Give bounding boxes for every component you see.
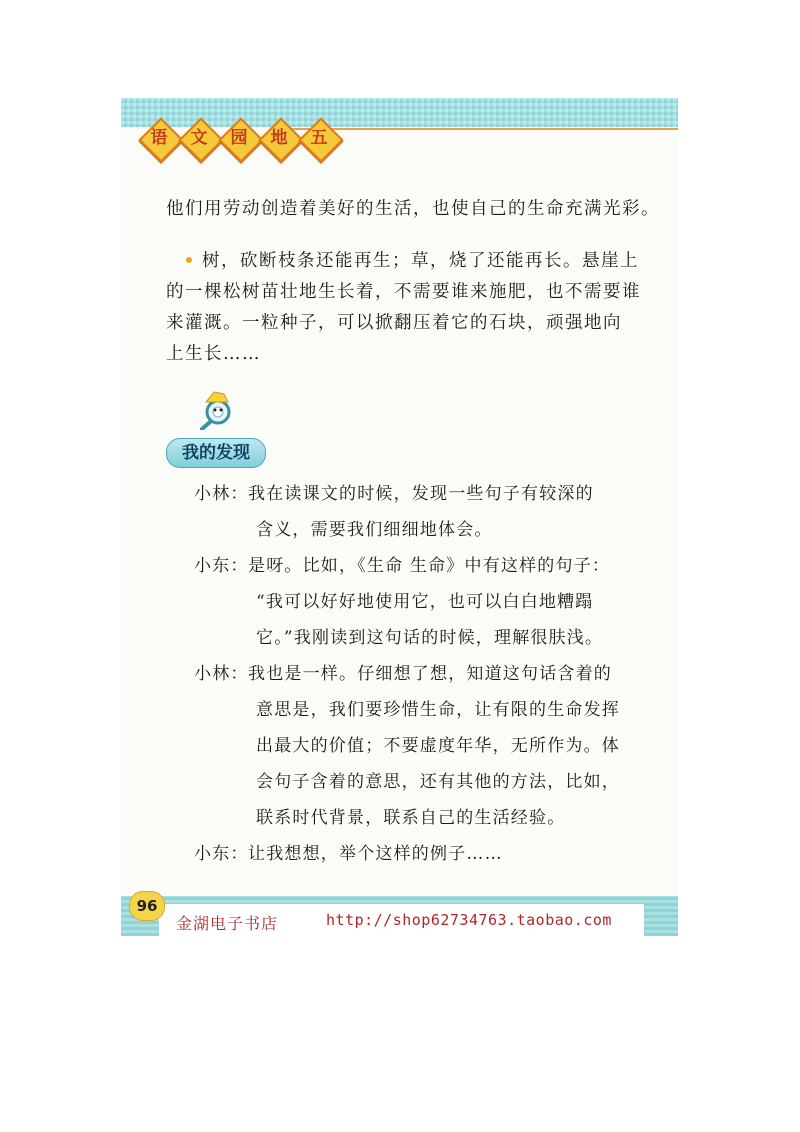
bullet-paragraph [166, 246, 666, 370]
title-char: 语 [150, 128, 168, 148]
speaker-label: 小林： [194, 664, 249, 684]
dialog-line [194, 548, 674, 584]
bullet-line: 树，砍断枝条还能再生；草，烧了还能再长。悬崖上 [166, 246, 666, 277]
header-rule [286, 128, 678, 130]
magnifier-mascot-icon [196, 388, 236, 430]
bullet-dot-icon [186, 257, 192, 263]
dialog-line [194, 836, 674, 872]
title-diamond [219, 116, 257, 160]
dialog-line [194, 620, 674, 656]
dialog-line [194, 692, 674, 728]
dialog-text: 出最大的价值；不要虚度年华，无所作为。体 [256, 736, 620, 756]
speaker-label: 小东： [194, 556, 249, 576]
dialog-line [194, 656, 674, 692]
section-badge: 我的发现 [166, 438, 266, 468]
dialog-text: 意思是，我们要珍惜生命，让有限的生命发挥 [256, 700, 620, 720]
dialog-line [194, 764, 674, 800]
dialog [194, 476, 674, 872]
dialog-text: 我在读课文的时候，发现一些句子有较深的 [248, 484, 594, 504]
title-diamond [259, 116, 297, 160]
dialog-text: “我可以好好地使用它，也可以白白地糟蹋 [256, 592, 594, 612]
title-diamond [299, 116, 337, 160]
dialog-line [194, 584, 674, 620]
dialog-line [194, 512, 674, 548]
dialog-line [194, 728, 674, 764]
store-name: 金湖电子书店 [176, 914, 279, 933]
dialog-line [194, 800, 674, 836]
dialog-text: 会句子含着的意思，还有其他的方法，比如， [256, 772, 620, 792]
speaker-label: 小林： [194, 484, 249, 504]
title-char: 园 [230, 128, 248, 148]
dialog-text: 含义，需要我们细细地体会。 [256, 520, 493, 540]
title-diamond [139, 116, 177, 160]
intro-paragraph: 他们用劳动创造着美好的生活，也使自己的生命充满光彩。 [166, 199, 660, 219]
title-char: 文 [190, 128, 208, 148]
title-char: 地 [270, 128, 288, 148]
title-char: 五 [310, 128, 328, 148]
unit-title [139, 116, 339, 160]
dialog-text: 我也是一样。仔细想了想，知道这句话含着的 [248, 664, 612, 684]
bullet-line: 的一棵松树苗壮地生长着，不需要谁来施肥，也不需要谁 [166, 282, 641, 302]
dialog-text: 联系时代背景，联系自己的生活经验。 [256, 808, 566, 828]
textbook-page [121, 98, 678, 936]
dialog-text: 让我想想，举个这样的例子…… [248, 844, 503, 864]
store-url[interactable]: http://shop62734763.taobao.com [326, 911, 612, 929]
bullet-line: 来灌溉。一粒种子，可以掀翻压着它的石块，顽强地向 [166, 313, 622, 333]
dialog-text: 它。”我刚读到这句话的时候，理解很肤浅。 [256, 628, 604, 648]
speaker-label: 小东： [194, 844, 249, 864]
bullet-line: 上生长…… [166, 344, 261, 364]
dialog-text: 是呀。比如，《生命 生命》中有这样的句子： [248, 556, 611, 576]
dialog-line [194, 476, 674, 512]
page-number: 96 [129, 891, 165, 921]
title-diamond [179, 116, 217, 160]
